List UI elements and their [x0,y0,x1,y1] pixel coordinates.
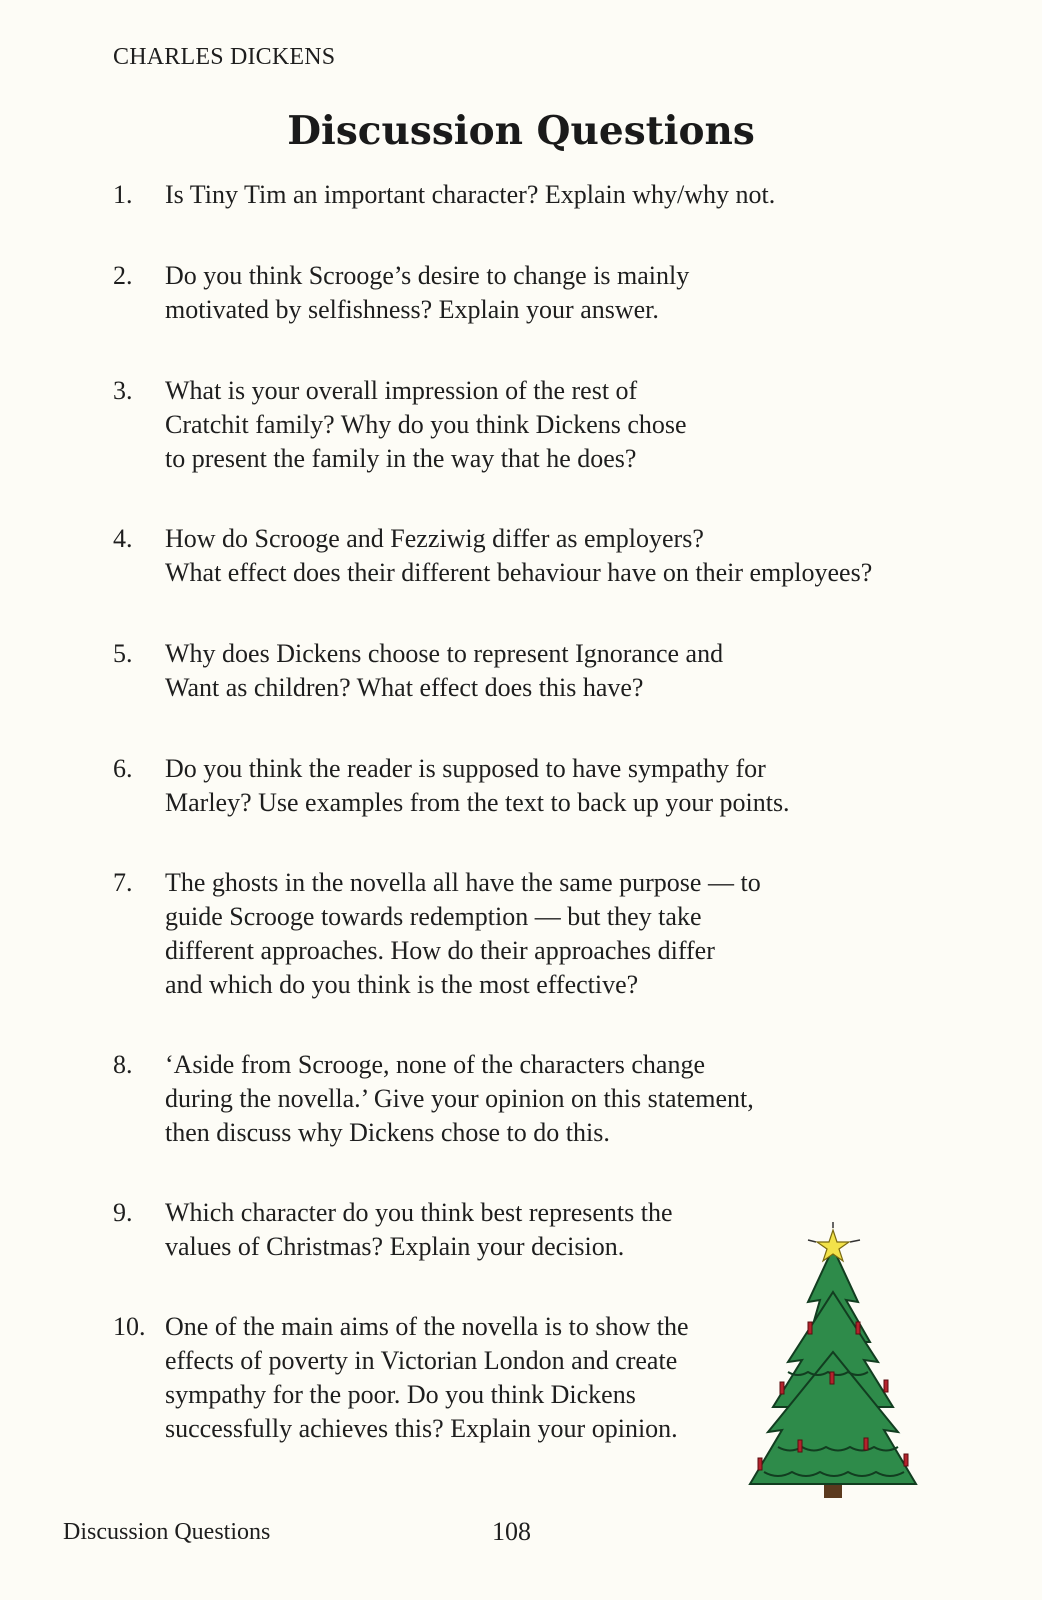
question-text [165,374,687,476]
question-text [165,752,790,820]
question-text [165,259,689,327]
question-number: 3. [113,376,133,405]
question-line: The ghosts in the novella all have the same purpose — to [165,868,761,897]
question-text [165,522,872,590]
christmas-tree-icon [738,1222,928,1502]
question-number: 2. [113,261,133,290]
question-text [165,866,761,1002]
question-number: 6. [113,754,133,783]
question-number: 7. [113,868,133,897]
question-line: then discuss why Dickens chose to do this. [165,1118,610,1147]
question-number: 4. [113,524,133,553]
question-line: motivated by selfishness? Explain your answer. [165,295,659,324]
question-line: ‘Aside from Scrooge, none of the characters change [165,1050,705,1079]
question-line: Is Tiny Tim an important character? Explain why/why not. [165,180,776,209]
question-line: Do you think the reader is supposed to have sympathy for [165,754,766,783]
question-line: How do Scrooge and Fezziwig differ as employers? [165,524,704,553]
question-line: Cratchit family? Why do you think Dickens chose [165,410,687,439]
footer-section-label: Discussion Questions [63,1519,271,1545]
question-line: different approaches. How do their approaches differ [165,936,715,965]
question-line: guide Scrooge towards redemption — but they take [165,902,702,931]
question-line: Want as children? What effect does this have? [165,673,644,702]
question-line: Why does Dickens choose to represent Ignorance and [165,639,724,668]
question-text [165,178,775,212]
question-line: What is your overall impression of the rest of [165,376,638,405]
question-line: What effect does their different behaviour have on their employees? [165,558,873,587]
question-number: 10. [113,1312,146,1341]
question-text [165,637,723,705]
question-line: Which character do you think best represents the [165,1198,673,1227]
question-text [165,1196,673,1264]
question-line: to present the family in the way that he does? [165,444,637,473]
tree-trunk [824,1484,842,1498]
question-number: 8. [113,1050,133,1079]
question-line: One of the main aims of the novella is to show the [165,1312,689,1341]
question-text [165,1310,689,1446]
question-line: sympathy for the poor. Do you think Dickens [165,1380,636,1409]
question-line: successfully achieves this? Explain your opinion. [165,1414,678,1443]
running-head: CHARLES DICKENS [113,44,336,70]
question-line: effects of poverty in Victorian London and create [165,1346,678,1375]
question-line: Marley? Use examples from the text to back up your points. [165,788,790,817]
question-line: and which do you think is the most effective? [165,970,639,999]
question-number: 5. [113,639,133,668]
star-icon [808,1222,860,1261]
question-number: 1. [113,180,133,209]
question-text [165,1048,754,1150]
question-line: during the novella.’ Give your opinion on this statement, [165,1084,754,1113]
page-title: Discussion Questions [287,108,755,154]
question-line: values of Christmas? Explain your decision. [165,1232,625,1261]
question-number: 9. [113,1198,133,1227]
question-line: Do you think Scrooge’s desire to change is mainly [165,261,690,290]
page-number: 108 [492,1517,531,1546]
